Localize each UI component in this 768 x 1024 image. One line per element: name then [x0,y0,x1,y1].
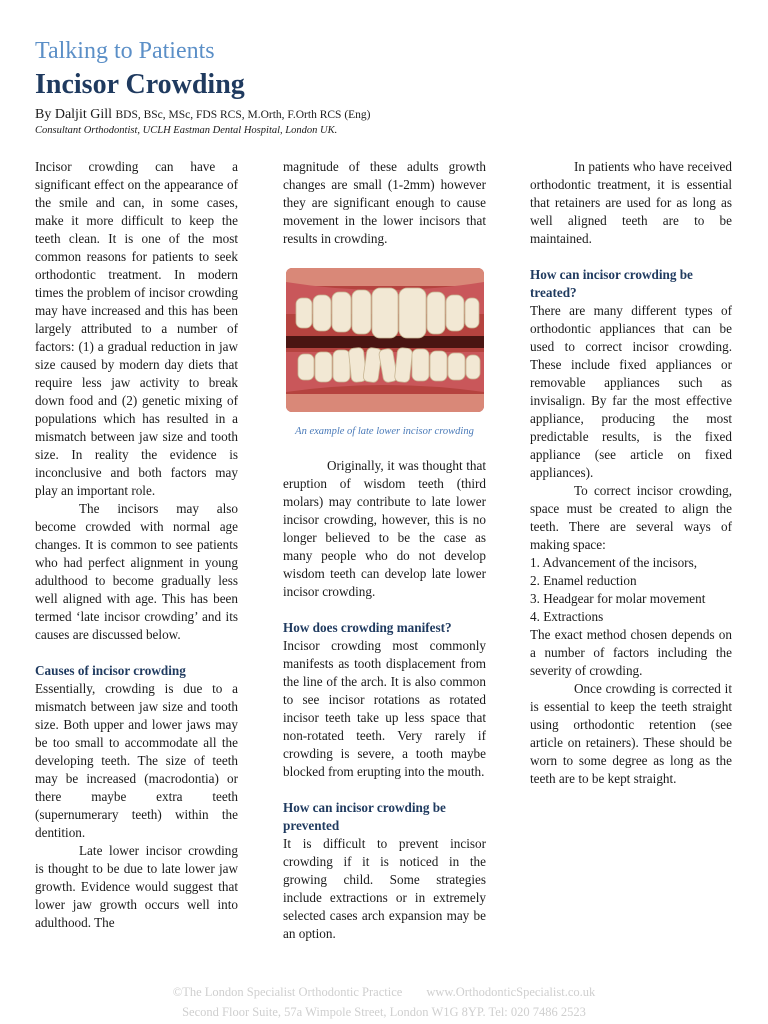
causes-heading: Causes of incisor crowding [35,663,186,678]
prevent-heading: How can incisor crowding be prevented [283,800,446,833]
age-changes-paragraph: The incisors may also become crowded with normal age changes. It is common to see patients who had perfect alignment in young adulthood to become gradually less well aligned with age. This has been termed ‘late incisor crowding’ and its causes are discussed below. [35,501,238,642]
prevent-paragraph: It is difficult to prevent incisor crowding if it is noticed in the growing child. Some strategies include extractions or in extremely selected cases arch expansion may be an option. [283,836,486,941]
causes-paragraph: Essentially, crowding is due to a mismatch between jaw size and tooth size. Both upper and lower jaws may be too small to accommodate all the developing teeth. The size of teeth may be increased (macrodontia) or there maybe extra teeth (supernumerary teeth) within the dentition. [35,681,238,840]
list-item: 3. Headgear for molar movement [530,591,706,606]
article-header [35,36,735,138]
author-affiliation: Consultant Orthodontist, UCLH Eastman Dental Hospital, London UK. [35,125,338,136]
author-qualifications: BDS, BSc, MSc, FDS RCS, M.Orth, F.Orth RCS (Eng) [115,109,371,121]
appliances-paragraph: There are many different types of orthodontic appliances that can be used to correct incisor crowding. These include fixed appliances or removable appliances such as invisalign. By far the most effective appliance, producing the most predictable results, is the fixed appliance (see article on fixed appliances). [530,303,732,480]
footer-website[interactable]: www.OrthodonticSpecialist.co.uk [426,985,596,999]
teeth-photo [286,268,484,412]
page-footer [0,982,768,1022]
series-title: Talking to Patients [35,38,215,64]
footer-copyright: ©The London Specialist Orthodontic Practice [172,985,403,999]
treatment-heading: How can incisor crowding be treated? [530,267,693,300]
article-title: Incisor Crowding [35,69,245,100]
footer-address: Second Floor Suite, 57a Wimpole Street, London W1G 8YP. Tel: 020 7486 2523 [182,1005,586,1019]
method-paragraph: The exact method chosen depends on a number of factors including the severity of crowding. [530,627,732,678]
wisdom-teeth-paragraph: Originally, it was thought that eruption of wisdom teeth (third molars) may contribute to late lower incisor crowding, however, this is no longer believed to be the case as many people who do not develop wisdom teeth can develop late lower incisor crowding. [283,458,486,599]
list-item: 2. Enamel reduction [530,573,637,588]
growth-paragraph: magnitude of these adults growth changes are small (1-2mm) however they are significant enough to cause movement in the lower incisors that results in crowding. [283,159,486,246]
space-methods-list [530,554,732,626]
space-paragraph: To correct incisor crowding, space must be created to align the teeth. There are several ways of making space: [530,483,732,552]
retention-paragraph: Once crowding is corrected it is essential to keep the teeth straight using orthodontic retention (see article on retainers). These should be worn to some degree as long as the teeth are to be kept straight. [530,681,732,786]
manifest-heading: How does crowding manifest? [283,620,452,635]
byline [35,106,735,124]
author-name: By Daljit Gill [35,107,112,122]
retainers-paragraph: In patients who have received orthodontic treatment, it is essential that retainers are used for as long as well aligned teeth are to be maintained. [530,159,732,246]
column-right [530,158,732,788]
footer-line-1 [0,982,768,1002]
list-item: 1. Advancement of the incisors, [530,555,698,570]
column-left [35,158,238,932]
teeth-illustration [286,268,484,412]
photo-caption: An example of late lower incisor crowding [295,426,474,437]
intro-paragraph: Incisor crowding can have a significant effect on the appearance of the smile and can, in some cases, make it more difficult to keep the teeth clean. It is one of the most common reasons for patients to seek orthodontic treatment. In modern times the problem of incisor crowding may have increased and this has been largely attributed to a number of factors: (1) a gradual reduction in jaw size caused by modern day diets that require less jaw activity to break down food and (2) genetic mixing of populations which has resulted in a mismatch between jaw size and tooth size. In reality the evidence is inconclusive and both factors may play an important role. [35,159,238,498]
list-item: 4. Extractions [530,609,604,624]
column-middle [283,158,486,943]
late-crowding-paragraph: Late lower incisor crowding is thought to be due to late lower jaw growth. Evidence would suggest that lower jaw growth occurs well into adulthood. The [35,843,238,930]
manifest-paragraph: Incisor crowding most commonly manifests as tooth displacement from the line of the arch. It is also common to see incisor rotations as rotated incisor teeth take up less space that non-rotated teeth. Very rarely if crowding is severe, a tooth maybe blocked from erupting into the mouth. [283,638,486,779]
